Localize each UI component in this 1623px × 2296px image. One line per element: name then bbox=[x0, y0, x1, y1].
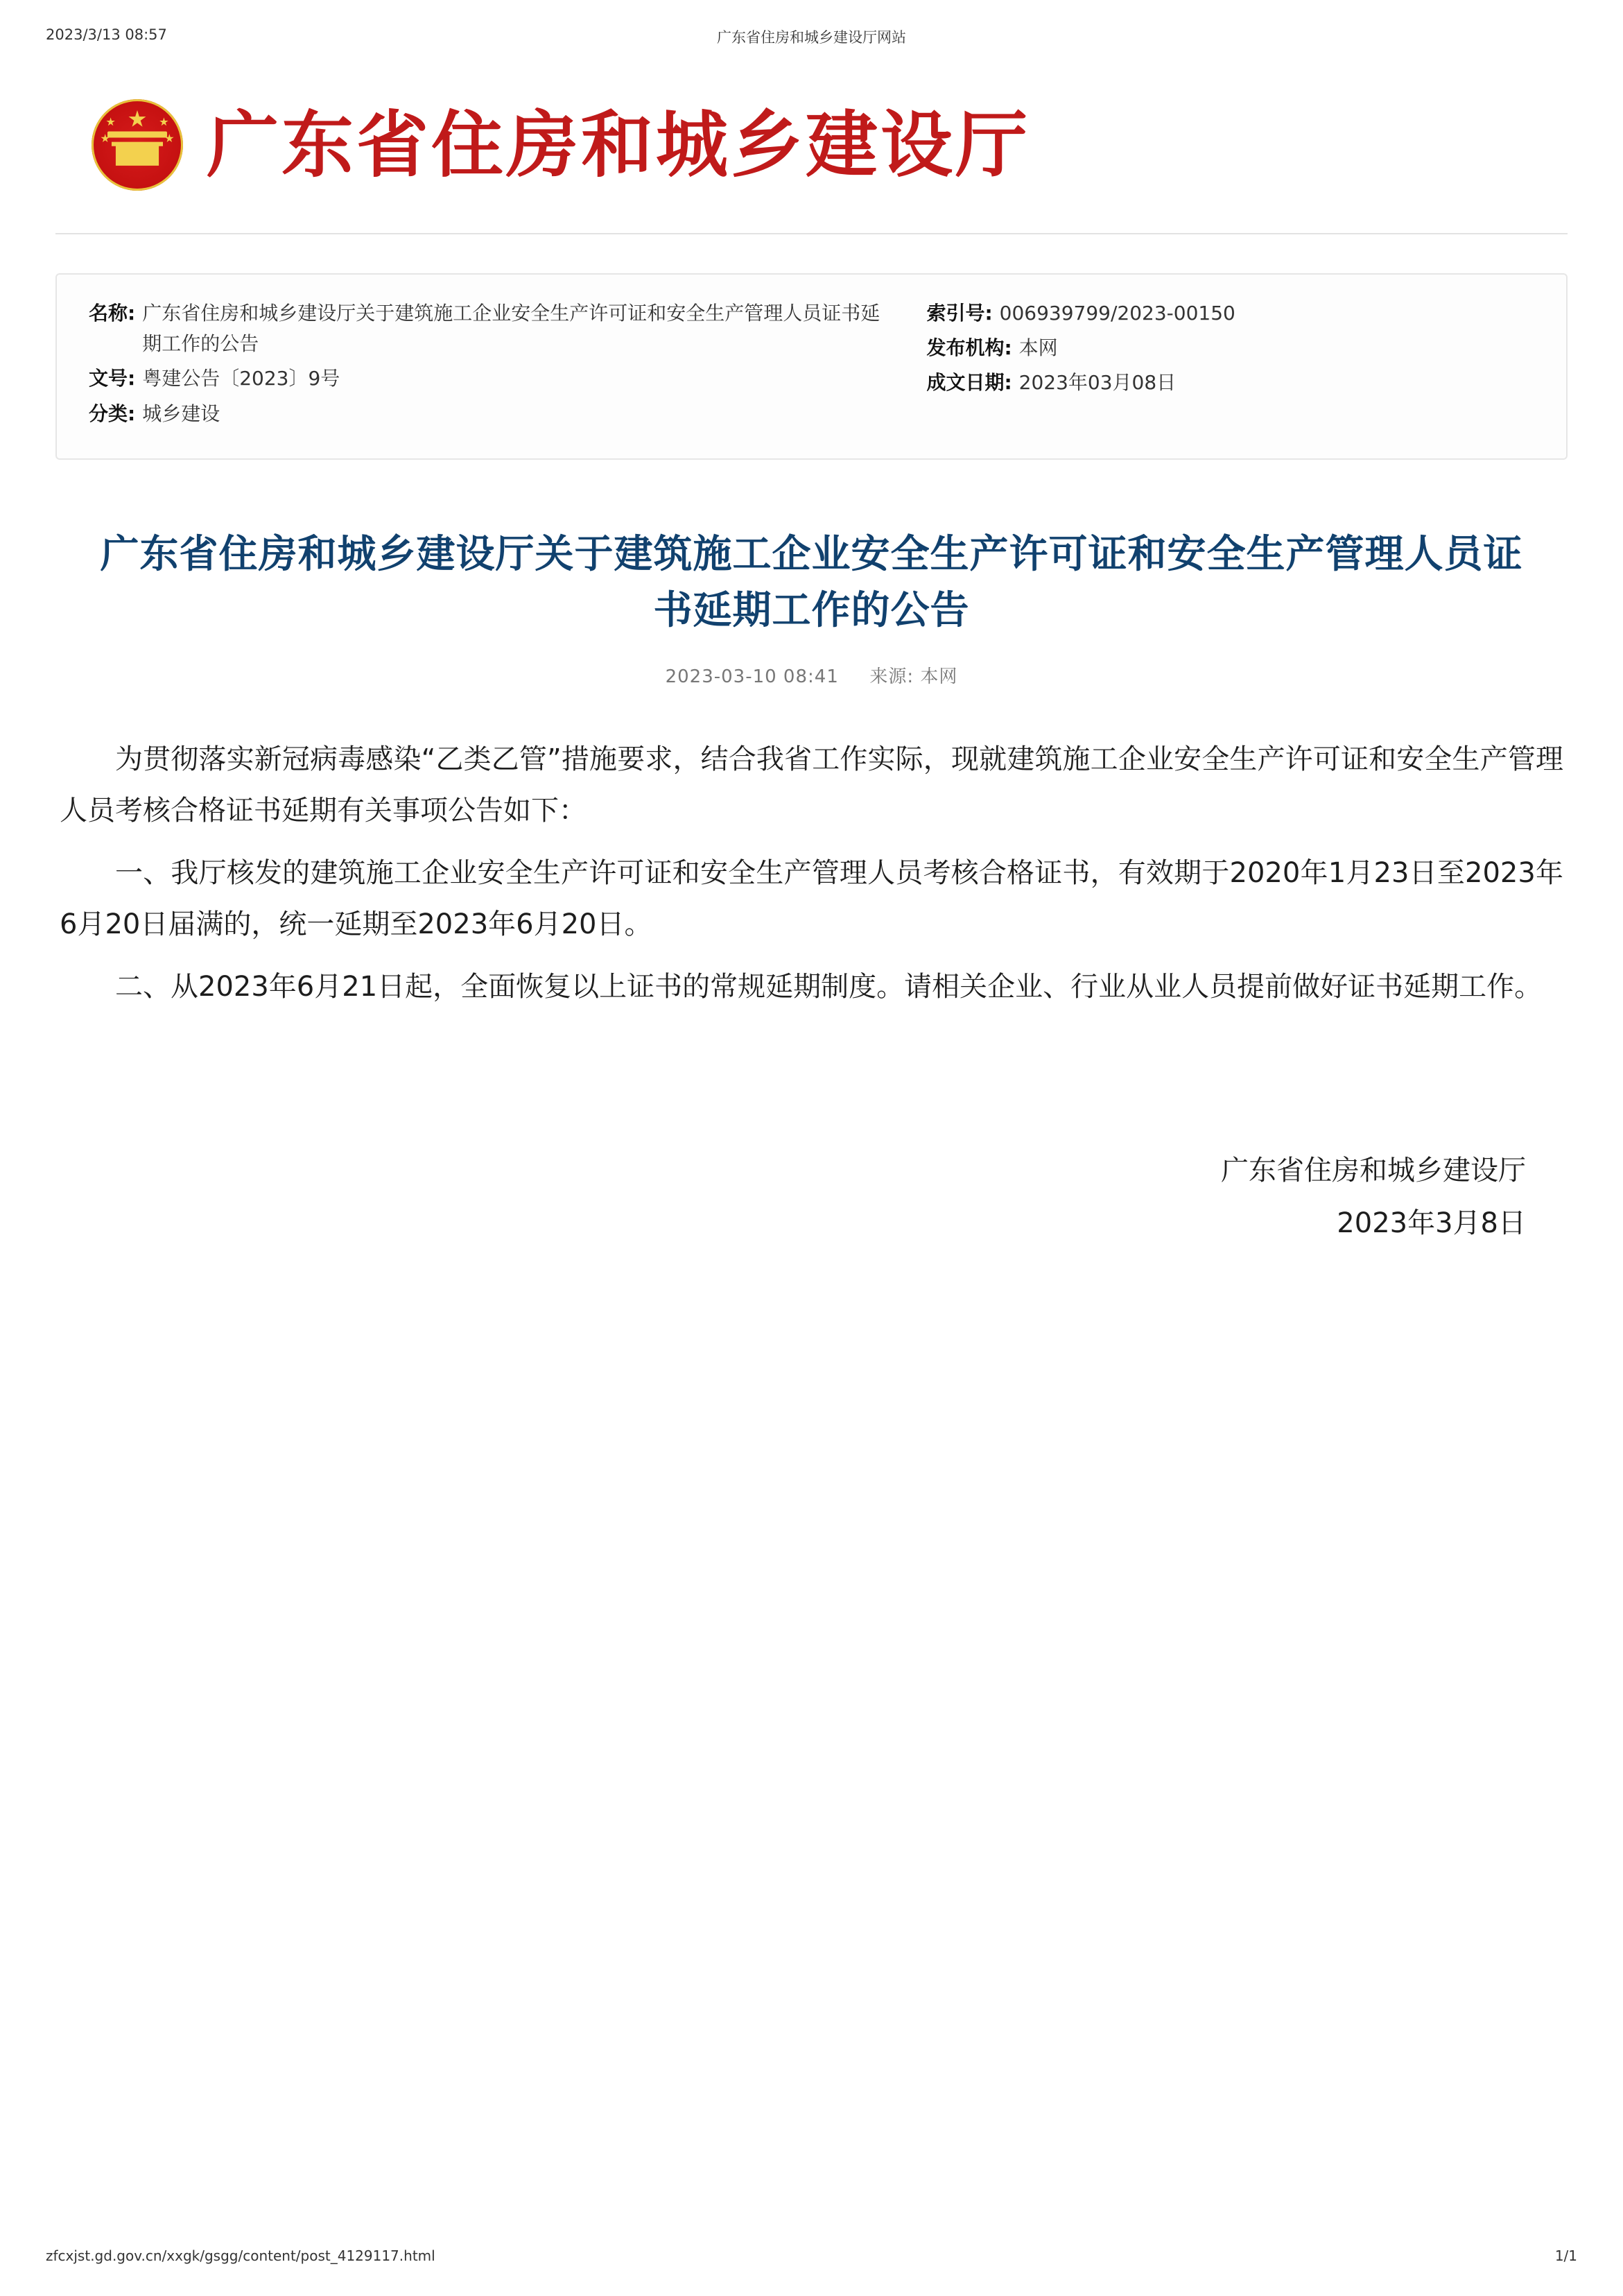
meta-label-docnumber: 文号: bbox=[89, 367, 136, 390]
meta-label-category: 分类: bbox=[89, 402, 136, 425]
print-header-timestamp: 2023/3/13 08:57 bbox=[46, 26, 167, 43]
emblem-star-large bbox=[128, 110, 146, 128]
article-subinfo bbox=[55, 662, 1568, 688]
meta-column-left bbox=[89, 298, 912, 433]
document-meta-card bbox=[55, 273, 1568, 460]
article-date: 2023-03-10 08:41 bbox=[665, 666, 839, 688]
meta-value-docnumber: 粤建公告〔2023〕9号 bbox=[142, 367, 340, 390]
article-paragraph: 为贯彻落实新冠病毒感染“乙类乙管”措施要求，结合我省工作实际，现就建筑施工企业安全生产许可证和安全生产管理人员考核合格证书延期有关事项公告如下： bbox=[60, 743, 1563, 827]
meta-row bbox=[89, 298, 894, 359]
meta-label-name: 名称: bbox=[89, 302, 136, 325]
article-paragraph: 二、从2023年6月21日起，全面恢复以上证书的常规延期制度。请相关企业、行业从业人员提前做好证书延期工作。 bbox=[115, 971, 1543, 1003]
emblem-star-small bbox=[159, 117, 168, 126]
meta-row bbox=[926, 333, 1534, 363]
emblem-star-small bbox=[106, 117, 115, 126]
article-source: 来源: 本网 bbox=[869, 666, 958, 688]
emblem-gate-top bbox=[107, 132, 167, 138]
signature-organization: 广东省住房和城乡建设厅 bbox=[1221, 1155, 1526, 1187]
meta-label-issuedate: 成文日期: bbox=[926, 371, 1012, 395]
meta-label-index: 索引号: bbox=[926, 302, 993, 325]
article bbox=[55, 526, 1568, 1250]
masthead-divider bbox=[55, 233, 1568, 234]
emblem-gate bbox=[112, 135, 163, 166]
national-emblem-icon bbox=[92, 99, 183, 191]
print-header bbox=[0, 26, 1623, 47]
article-body bbox=[55, 734, 1568, 1012]
meta-value-publisher: 本网 bbox=[1018, 336, 1058, 360]
meta-row bbox=[89, 399, 894, 429]
page-content bbox=[55, 72, 1568, 1250]
meta-label-publisher: 发布机构: bbox=[926, 336, 1012, 360]
print-header-site-name: 广东省住房和城乡建设厅网站 bbox=[717, 29, 906, 46]
meta-row bbox=[926, 298, 1534, 329]
print-footer bbox=[0, 2247, 1623, 2267]
meta-value-name: 广东省住房和城乡建设厅关于建筑施工企业安全生产许可证和安全生产管理人员证书延期工作的公告 bbox=[142, 302, 880, 356]
signature-date: 2023年3月8日 bbox=[1337, 1207, 1526, 1240]
meta-value-category: 城乡建设 bbox=[142, 402, 220, 425]
article-signature bbox=[55, 1144, 1568, 1250]
meta-column-right bbox=[912, 298, 1534, 433]
masthead bbox=[55, 72, 1568, 218]
article-paragraph: 一、我厅核发的建筑施工企业安全生产许可证和安全生产管理人员考核合格证书，有效期于2020年1月23日至2023年6月20日届满的，统一延期至2023年6月20日。 bbox=[60, 857, 1563, 941]
page-title: 广东省住房和城乡建设厅关于建筑施工企业安全生产许可证和安全生产管理人员证书延期工作的公告 bbox=[100, 531, 1523, 634]
meta-value-index: 006939799/2023-00150 bbox=[999, 302, 1235, 325]
print-footer-pagenumber: 1/1 bbox=[1554, 2247, 1577, 2264]
print-footer-url: zfcxjst.gd.gov.cn/xxgk/gsgg/content/post_4129117.html bbox=[46, 2247, 435, 2264]
meta-row bbox=[89, 363, 894, 394]
meta-row bbox=[926, 368, 1534, 398]
site-title: 广东省住房和城乡建设厅 bbox=[207, 103, 1031, 187]
meta-value-issuedate: 2023年03月08日 bbox=[1018, 371, 1177, 395]
